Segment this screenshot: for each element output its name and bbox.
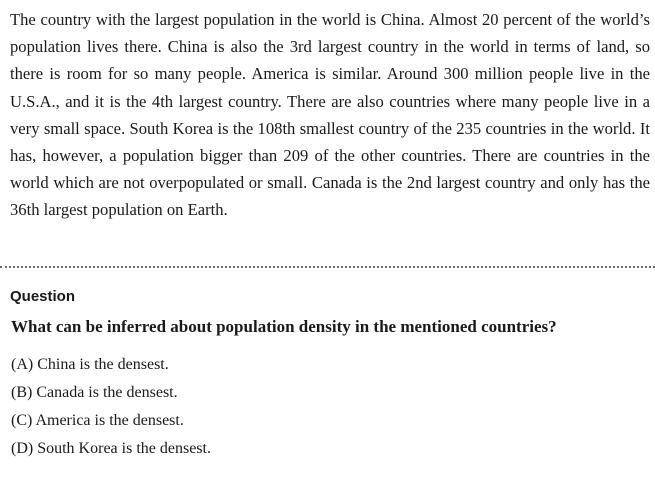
answer-options	[11, 351, 211, 463]
option-d[interactable]: (D) South Korea is the densest.	[11, 440, 211, 457]
section-divider	[0, 266, 655, 268]
option-b[interactable]: (B) Canada is the densest.	[11, 384, 178, 401]
question-prompt: What can be inferred about population density in the mentioned countries?	[11, 317, 557, 336]
option-c[interactable]: (C) America is the densest.	[11, 412, 184, 429]
question-heading: Question	[10, 288, 76, 305]
reading-passage: The country with the largest population in the world is China. Almost 20 percent of the world’s population lives there. China is also the 3rd largest country in the world in terms of land, so there is room for so many people. America is similar. Around 300 million people live in the U.S.A., and it is the 4th largest country. There are also countries where many people live in a very small space. South Korea is the 108th smallest country of the 235 countries in the world. It has, however, a population bigger than 209 of the other countries. There are countries in the world which are not overpopulated or small. Canada is the 2nd largest country and only has the 36th largest population on Earth.	[10, 10, 650, 220]
option-a[interactable]: (A) China is the densest.	[11, 356, 169, 373]
